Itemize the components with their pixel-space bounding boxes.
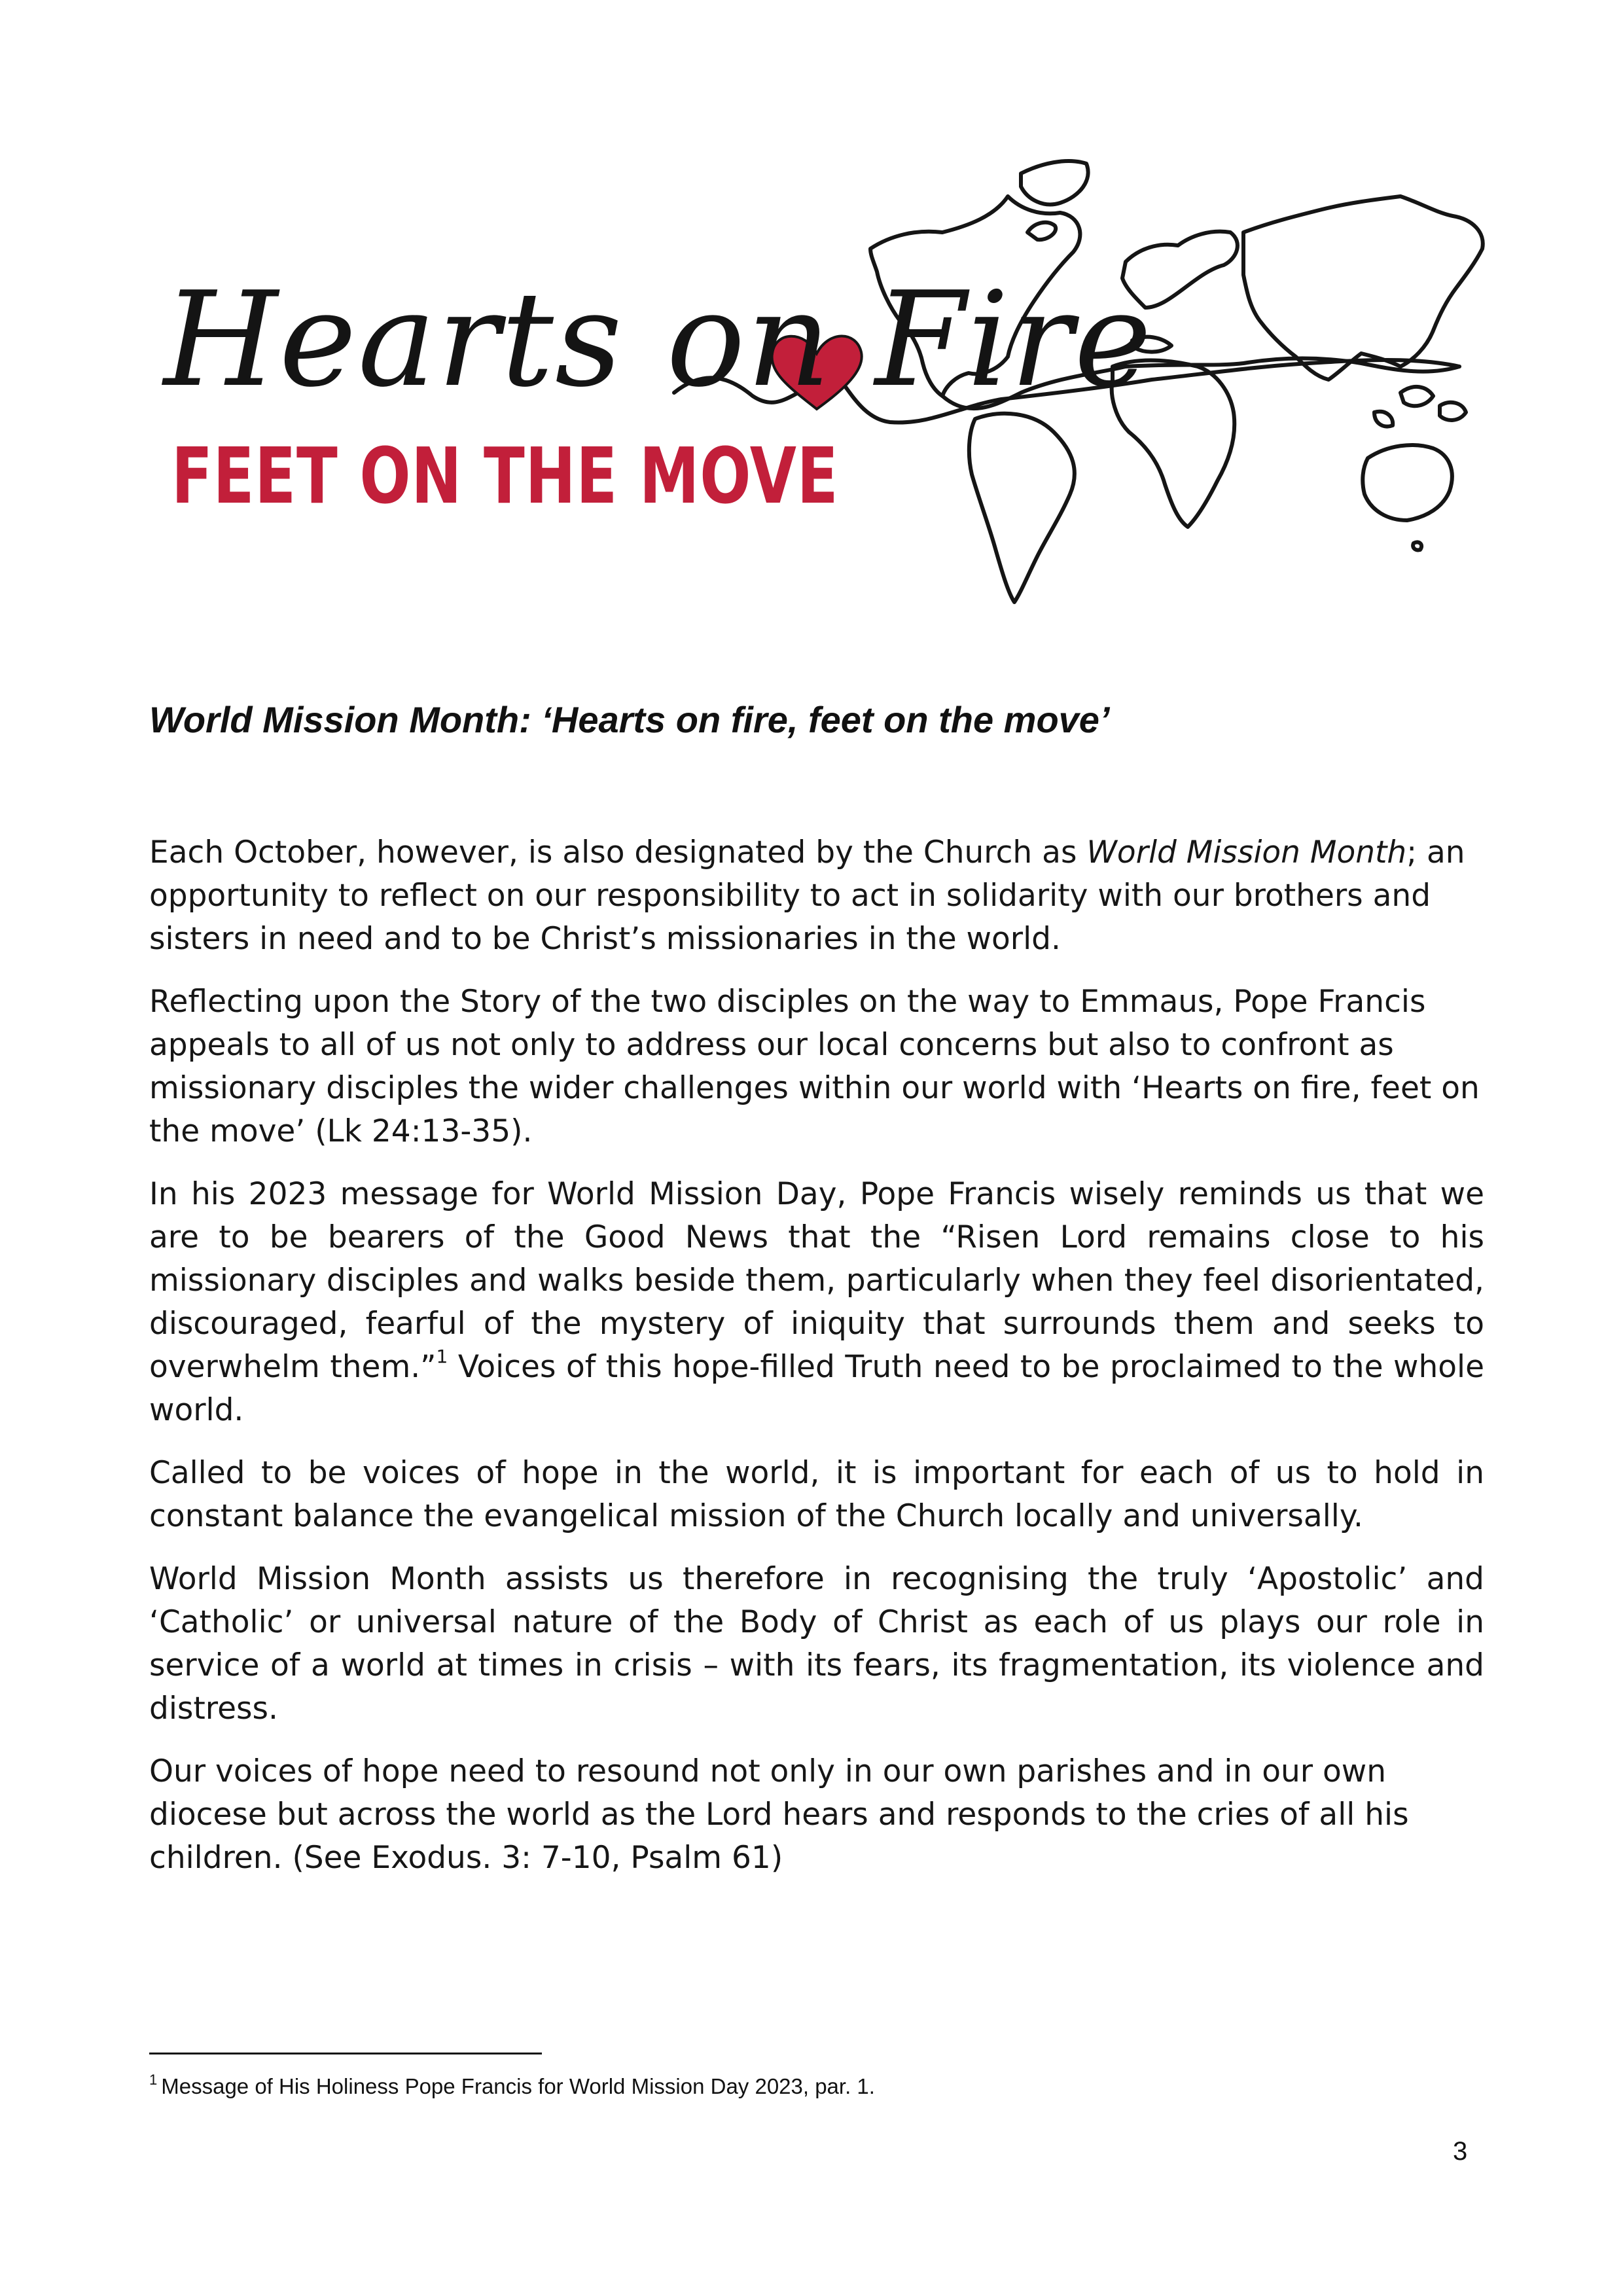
footnote-number: 1 bbox=[149, 2072, 158, 2088]
paragraph-3-end: Voices of this hope-filled Truth need to be proclaimed to the whole world. bbox=[149, 1349, 1484, 1428]
page-number: 3 bbox=[1453, 2137, 1468, 2166]
footnote bbox=[149, 2072, 1484, 2101]
logo-script-title: Hearts on Fire bbox=[164, 264, 1153, 416]
paragraph-3 bbox=[149, 1173, 1484, 1432]
footnote-divider bbox=[149, 2053, 542, 2054]
paragraph-2: Reflecting upon the Story of the two disciples on the way to Emmaus, Pope Francis appeals to all of us not only to address our local concerns but also to confront as missionary disciples the wider challenges within our world with ‘Hearts on fire, feet on the move’ (Lk 24:13-35). bbox=[149, 984, 1480, 1149]
body-text bbox=[149, 831, 1484, 1899]
footnote-reference[interactable]: 1 bbox=[436, 1346, 448, 1367]
paragraph-1-start: Each October, however, is also designated by the Church as bbox=[149, 834, 1087, 870]
logo-tagline: FEET ON THE MOVE bbox=[171, 431, 839, 521]
paragraph-1-emphasis: World Mission Month bbox=[1086, 834, 1407, 870]
paragraph-5: World Mission Month assists us therefore in recognising the truly ‘Apostolic’ and ‘Catholic’ or universal nature of the Body of Christ as each of us plays our role in service of a world at times in crisis – with its fears, its fragmentation, its violence and distress. bbox=[149, 1561, 1484, 1727]
paragraph-1 bbox=[149, 831, 1484, 961]
banner bbox=[0, 0, 1623, 628]
footnote-text: Message of His Holiness Pope Francis for World Mission Day 2023, par. 1. bbox=[161, 2074, 875, 2098]
paragraph-4: Called to be voices of hope in the world, it is important for each of us to hold in constant balance the evangelical mission of the Church locally and universally. bbox=[149, 1455, 1484, 1534]
paragraph-6: Our voices of hope need to resound not only in our own parishes and in our own diocese but across the world as the Lord hears and responds to the cries of all his children. (See Exodus. 3: 7-10, Psalm 61) bbox=[149, 1753, 1409, 1876]
paragraph-1-end: ; an opportunity to reflect on our responsibility to act in solidarity with our brothers and sisters in need and to be Christ’s missionaries in the world. bbox=[149, 834, 1465, 957]
paragraph-3-start: In his 2023 message for World Mission Day, Pope Francis wisely reminds us that we are to be bearers of the Good News that the “Risen Lord remains close to his missionary disciples and walks beside them, particularly when they feel disorientated, discouraged, fearful of the mystery of iniquity that surrounds them and seeks to overwhelm them.” bbox=[149, 1176, 1484, 1385]
page-title: World Mission Month: ‘Hearts on fire, feet on the move’ bbox=[149, 699, 1110, 740]
